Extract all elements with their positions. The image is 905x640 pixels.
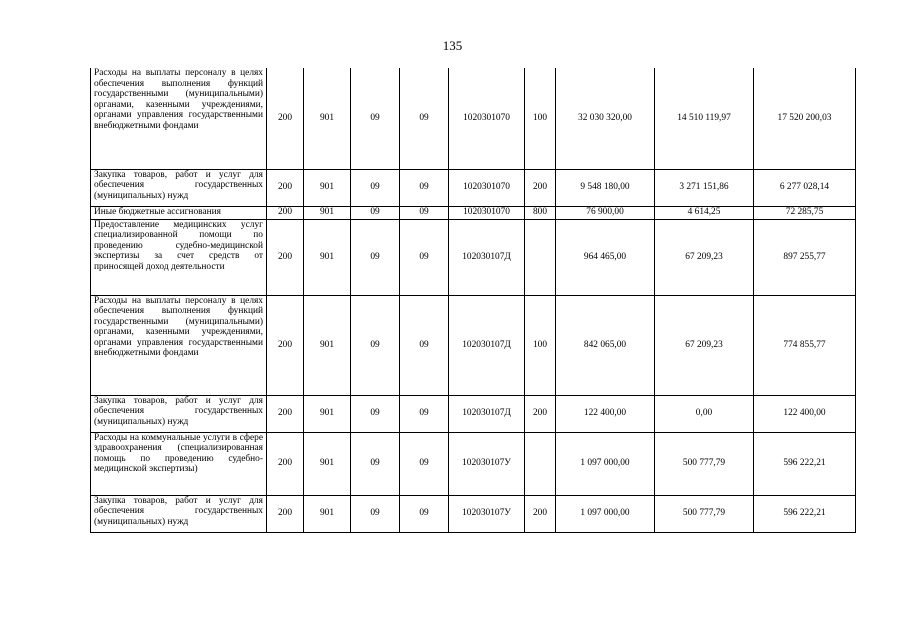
cell-target-article: 102030107Д	[449, 395, 525, 432]
cell-section: 09	[351, 68, 400, 169]
cell-amount-plan: 122 400,00	[556, 395, 655, 432]
row-description: Закупка товаров, работ и услуг для обеспечения государственных (муниципальных) нужд	[91, 395, 267, 432]
cell-amount-remaining: 774 855,77	[754, 295, 856, 395]
cell-amount-executed: 14 510 119,97	[655, 68, 754, 169]
cell-expense-type	[525, 432, 556, 495]
row-description: Иные бюджетные ассигнования	[91, 206, 267, 219]
cell-amount-executed: 67 209,23	[655, 295, 754, 395]
table-row	[91, 432, 856, 495]
cell-expense-type: 100	[525, 295, 556, 395]
cell-ministry: 901	[304, 395, 351, 432]
cell-amount-executed: 67 209,23	[655, 219, 754, 295]
cell-target-article: 102030107Д	[449, 219, 525, 295]
cell-amount-plan: 842 065,00	[556, 295, 655, 395]
cell-subsection: 09	[400, 295, 449, 395]
cell-expense-type	[525, 219, 556, 295]
cell-code: 200	[267, 395, 304, 432]
cell-subsection: 09	[400, 495, 449, 532]
cell-ministry: 901	[304, 295, 351, 395]
cell-target-article: 1020301070	[449, 206, 525, 219]
cell-section: 09	[351, 295, 400, 395]
table-row	[91, 206, 856, 219]
cell-expense-type: 200	[525, 395, 556, 432]
cell-subsection: 09	[400, 206, 449, 219]
budget-table	[90, 68, 856, 533]
cell-code: 200	[267, 219, 304, 295]
cell-subsection: 09	[400, 395, 449, 432]
cell-section: 09	[351, 206, 400, 219]
cell-section: 09	[351, 432, 400, 495]
row-description: Расходы на выплаты персоналу в целях обеспечения выполнения функций государственными (муниципальными) органами, казенными учреждениями, органами управления государственными внебюджетными фондами	[91, 295, 267, 395]
table-row	[91, 68, 856, 169]
cell-ministry: 901	[304, 432, 351, 495]
cell-section: 09	[351, 495, 400, 532]
cell-target-article: 102030107У	[449, 495, 525, 532]
cell-amount-plan: 32 030 320,00	[556, 68, 655, 169]
row-description: Закупка товаров, работ и услуг для обеспечения государственных (муниципальных) нужд	[91, 495, 267, 532]
cell-amount-executed: 500 777,79	[655, 432, 754, 495]
table-row	[91, 395, 856, 432]
row-description: Предоставление медицинских услуг специализированной помощи по проведению судебно-медицинской экспертизы за счет средств от приносящей доход деятельности	[91, 219, 267, 295]
cell-ministry: 901	[304, 68, 351, 169]
row-description: Расходы на выплаты персоналу в целях обеспечения выполнения функций государственными (муниципальными) органами, казенными учреждениями, органами управления государственными внебюджетными фондами	[91, 68, 267, 169]
cell-target-article: 102030107У	[449, 432, 525, 495]
cell-amount-plan: 9 548 180,00	[556, 169, 655, 206]
cell-code: 200	[267, 432, 304, 495]
row-description: Расходы на коммунальные услуги в сфере здравоохранения (специализированная помощь по проведению судебно-медицинской экспертизы)	[91, 432, 267, 495]
cell-section: 09	[351, 395, 400, 432]
table-row	[91, 219, 856, 295]
cell-amount-executed: 4 614,25	[655, 206, 754, 219]
cell-section: 09	[351, 219, 400, 295]
cell-amount-plan: 964 465,00	[556, 219, 655, 295]
cell-ministry: 901	[304, 169, 351, 206]
cell-ministry: 901	[304, 206, 351, 219]
cell-ministry: 901	[304, 495, 351, 532]
cell-expense-type: 800	[525, 206, 556, 219]
cell-amount-executed: 0,00	[655, 395, 754, 432]
cell-amount-remaining: 897 255,77	[754, 219, 856, 295]
cell-amount-executed: 3 271 151,86	[655, 169, 754, 206]
table-row	[91, 295, 856, 395]
cell-section: 09	[351, 169, 400, 206]
cell-amount-remaining: 596 222,21	[754, 432, 856, 495]
cell-code: 200	[267, 295, 304, 395]
cell-code: 200	[267, 68, 304, 169]
cell-subsection: 09	[400, 68, 449, 169]
cell-target-article: 1020301070	[449, 68, 525, 169]
cell-ministry: 901	[304, 219, 351, 295]
cell-expense-type: 100	[525, 68, 556, 169]
page-number: 135	[442, 38, 463, 53]
cell-amount-executed: 500 777,79	[655, 495, 754, 532]
cell-subsection: 09	[400, 432, 449, 495]
table-row	[91, 495, 856, 532]
cell-target-article: 1020301070	[449, 169, 525, 206]
cell-target-article: 102030107Д	[449, 295, 525, 395]
cell-amount-remaining: 17 520 200,03	[754, 68, 856, 169]
cell-amount-plan: 1 097 000,00	[556, 495, 655, 532]
cell-subsection: 09	[400, 169, 449, 206]
cell-expense-type: 200	[525, 495, 556, 532]
cell-expense-type: 200	[525, 169, 556, 206]
cell-subsection: 09	[400, 219, 449, 295]
cell-amount-plan: 76 900,00	[556, 206, 655, 219]
row-description: Закупка товаров, работ и услуг для обеспечения государственных (муниципальных) нужд	[91, 169, 267, 206]
cell-amount-remaining: 72 285,75	[754, 206, 856, 219]
cell-code: 200	[267, 206, 304, 219]
cell-amount-remaining: 6 277 028,14	[754, 169, 856, 206]
table-row	[91, 169, 856, 206]
cell-amount-remaining: 122 400,00	[754, 395, 856, 432]
cell-code: 200	[267, 169, 304, 206]
cell-amount-remaining: 596 222,21	[754, 495, 856, 532]
cell-amount-plan: 1 097 000,00	[556, 432, 655, 495]
cell-code: 200	[267, 495, 304, 532]
